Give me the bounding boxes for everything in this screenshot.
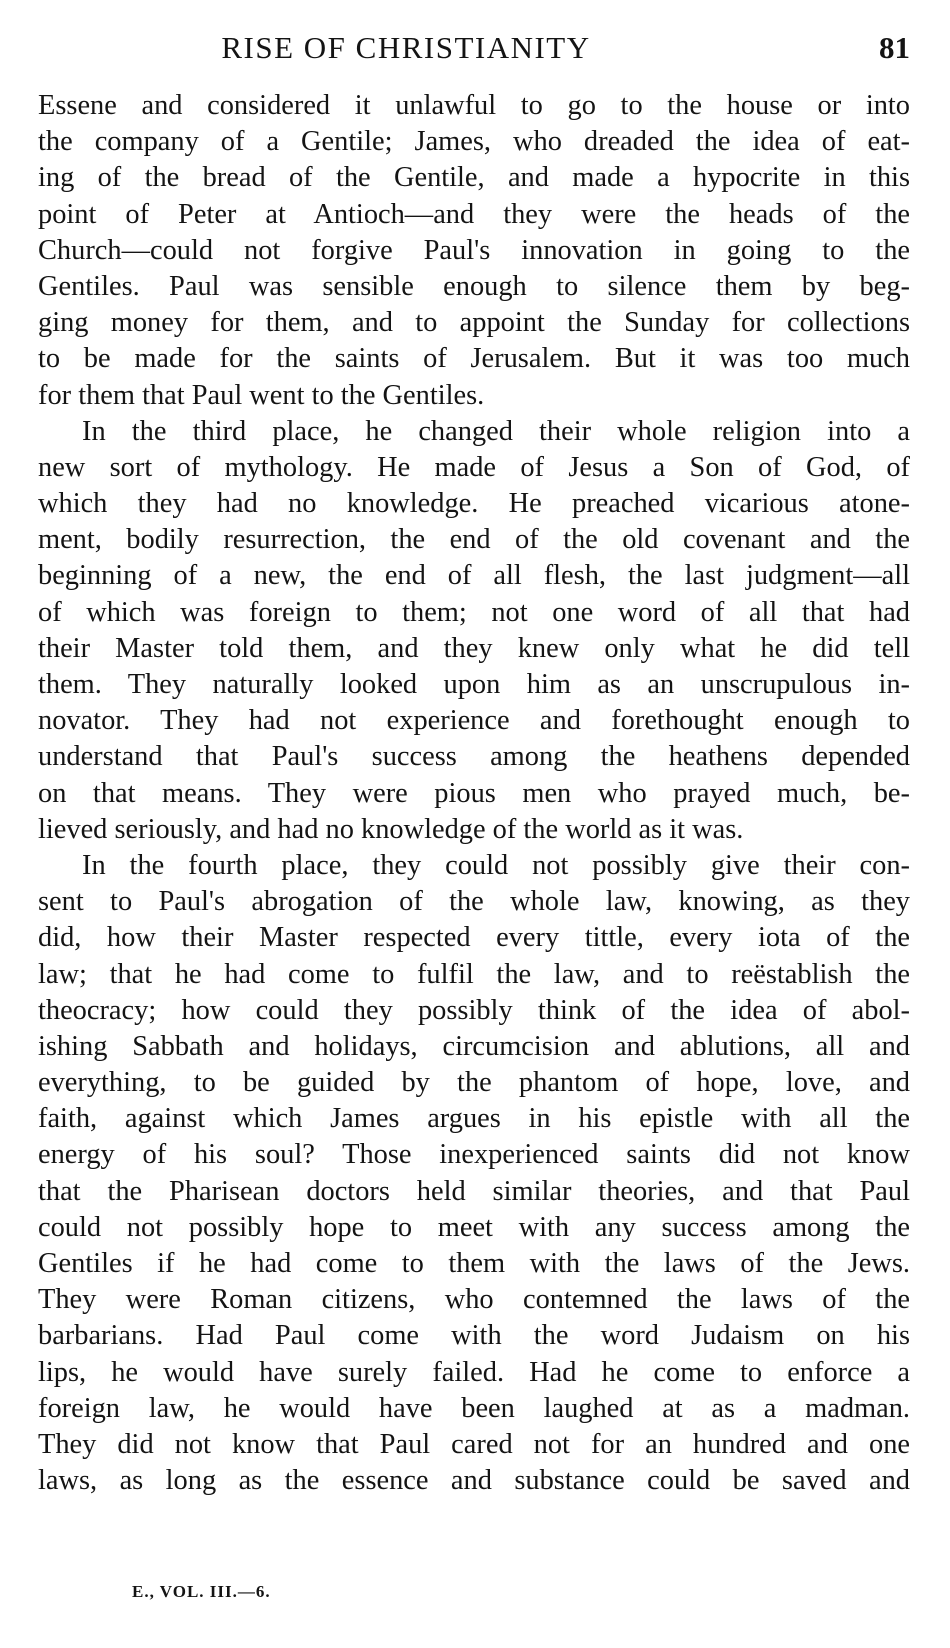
- paragraph: [38, 848, 910, 1499]
- text-line: everything, to be guided by the phantom of hope, love, and: [38, 1067, 910, 1099]
- text-line: did, how their Master respected every tittle, every iota of the: [38, 922, 910, 954]
- text-line: lieved seriously, and had no knowledge of the world as it was.: [38, 813, 744, 845]
- text-line: In the third place, he changed their whole religion into a: [82, 415, 910, 447]
- text-line: ishing Sabbath and holidays, circumcision and ablutions, all and: [38, 1030, 910, 1062]
- text-line: law; that he had come to fulfil the law, and to reëstablish the: [38, 958, 910, 990]
- page-number: 81: [879, 30, 910, 65]
- text-line: sent to Paul's abrogation of the whole law, knowing, as they: [38, 886, 910, 918]
- text-line: foreign law, he would have been laughed at as a madman.: [38, 1392, 910, 1424]
- text-line: They were Roman citizens, who contemned the laws of the: [38, 1284, 910, 1316]
- text-line: They did not know that Paul cared not for an hundred and one: [38, 1428, 910, 1460]
- text-line: Gentiles if he had come to them with the laws of the Jews.: [38, 1248, 910, 1279]
- text-line: lips, he would have surely failed. Had he come to enforce a: [38, 1356, 910, 1388]
- text-line: understand that Paul's success among the heathens depended: [38, 741, 910, 773]
- text-line: new sort of mythology. He made of Jesus a Son of God, of: [38, 451, 910, 483]
- text-line: energy of his soul? Those inexperienced saints did not know: [38, 1139, 910, 1171]
- text-line: theocracy; how could they possibly think of the idea of abol-: [38, 994, 910, 1026]
- text-line: for them that Paul went to the Gentiles.: [38, 379, 485, 411]
- text-line: ment, bodily resurrection, the end of the old covenant and the: [38, 524, 910, 556]
- text-line: point of Peter at Antioch—and they were the heads of the: [38, 198, 910, 230]
- text-line: beginning of a new, the end of all flesh, the last judgment—all: [38, 560, 910, 592]
- body-text: [38, 88, 910, 1499]
- paragraph: [38, 414, 910, 848]
- text-line: laws, as long as the essence and substance could be saved and: [38, 1465, 910, 1497]
- text-line: Church—could not forgive Paul's innovation in going to the: [38, 234, 910, 266]
- text-line: their Master told them, and they knew only what he did tell: [38, 632, 910, 664]
- text-line: on that means. They were pious men who prayed much, be-: [38, 777, 910, 809]
- text-line: which they had no knowledge. He preached vicarious atone-: [38, 488, 910, 520]
- running-head: [36, 26, 910, 70]
- text-line: to be made for the saints of Jerusalem. But it was too much: [38, 343, 910, 375]
- text-line: them. They naturally looked upon him as an unscrupulous in-: [38, 669, 910, 700]
- text-line: Essene and considered it unlawful to go to the house or into: [38, 90, 910, 121]
- text-line: novator. They had not experience and forethought enough to: [38, 705, 910, 737]
- text-line: could not possibly hope to meet with any success among the: [38, 1211, 910, 1243]
- paragraph: [38, 88, 910, 414]
- text-line: ging money for them, and to appoint the Sunday for collections: [38, 307, 910, 339]
- text-line: faith, against which James argues in his epistle with all the: [38, 1103, 910, 1135]
- text-line: the company of a Gentile; James, who dreaded the idea of eat-: [38, 126, 910, 158]
- running-title: RISE OF CHRISTIANITY: [221, 30, 591, 65]
- text-line: that the Pharisean doctors held similar theories, and that Paul: [38, 1175, 910, 1207]
- text-line: of which was foreign to them; not one word of all that had: [38, 596, 910, 628]
- text-line: barbarians. Had Paul come with the word Judaism on his: [38, 1320, 910, 1352]
- text-line: Gentiles. Paul was sensible enough to silence them by beg-: [38, 270, 910, 302]
- text-line: In the fourth place, they could not possibly give their con-: [82, 849, 910, 881]
- signature-mark: E., VOL. III.—6.: [132, 1582, 271, 1601]
- text-line: ing of the bread of the Gentile, and made a hypocrite in this: [38, 162, 910, 194]
